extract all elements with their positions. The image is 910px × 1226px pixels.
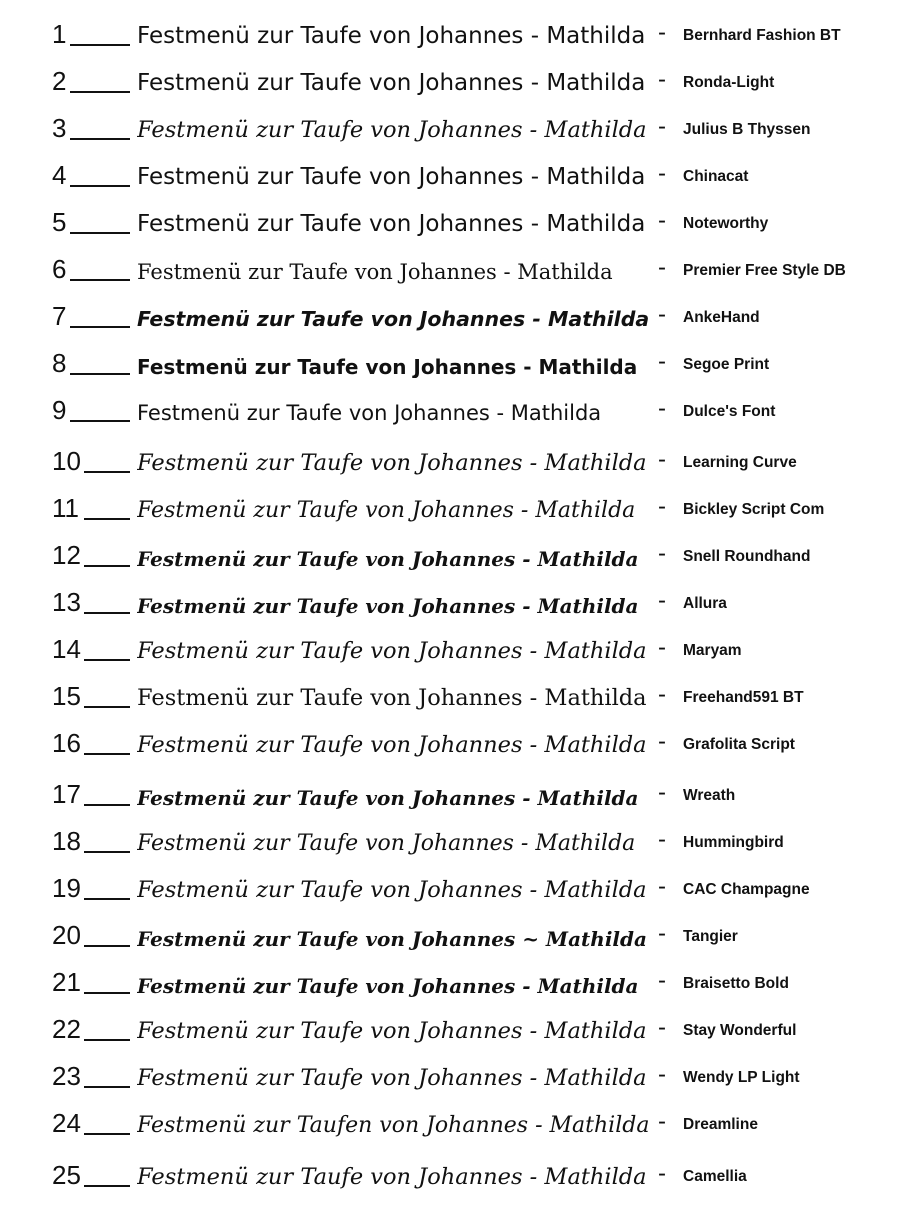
font-sample-row bbox=[0, 154, 910, 194]
font-name-label: Julius B Thyssen bbox=[683, 120, 811, 138]
font-name-label: Maryam bbox=[683, 641, 742, 659]
row-number: 19 bbox=[52, 873, 81, 903]
answer-blank-line bbox=[84, 992, 130, 994]
answer-blank-line bbox=[84, 753, 130, 755]
answer-blank-line bbox=[70, 279, 130, 281]
font-sample-row bbox=[0, 961, 910, 1001]
separator-dash: - bbox=[658, 873, 666, 900]
font-name-label: Stay Wonderful bbox=[683, 1021, 797, 1039]
font-sample-text: Festmenü zur Taufe von Johannes - Mathilda bbox=[137, 975, 639, 997]
answer-blank-line bbox=[70, 91, 130, 93]
separator-dash: - bbox=[658, 207, 666, 234]
font-name-label: Snell Roundhand bbox=[683, 547, 811, 565]
font-sample-text: Festmenü zur Taufe von Johannes ~ Mathilda bbox=[137, 928, 647, 950]
font-sample-text: Festmenü zur Taufe von Johannes - Mathilda bbox=[137, 498, 636, 523]
row-number: 10 bbox=[52, 446, 81, 476]
font-sample-text: Festmenü zur Taufe von Johannes - Mathilda bbox=[137, 686, 647, 711]
answer-blank-line bbox=[84, 612, 130, 614]
row-number: 25 bbox=[52, 1160, 81, 1190]
font-sample-text: Festmenü zur Taufe von Johannes - Mathilda bbox=[137, 260, 613, 284]
font-sample-row bbox=[0, 675, 910, 715]
font-sample-row bbox=[0, 722, 910, 762]
answer-blank-line bbox=[70, 44, 130, 46]
separator-dash: - bbox=[658, 920, 666, 947]
row-number: 18 bbox=[52, 826, 81, 856]
answer-blank-line bbox=[84, 945, 130, 947]
answer-blank-line bbox=[84, 565, 130, 567]
separator-dash: - bbox=[658, 540, 666, 567]
font-sample-row bbox=[0, 60, 910, 100]
font-sample-text: Festmenü zur Taufen von Johannes - Mathilda bbox=[137, 1113, 649, 1138]
font-name-label: Noteworthy bbox=[683, 214, 769, 232]
font-name-label: Wendy LP Light bbox=[683, 1068, 800, 1086]
font-sample-text: Festmenü zur Taufe von Johannes - Mathilda bbox=[137, 1019, 647, 1044]
font-sample-row bbox=[0, 914, 910, 954]
row-number: 23 bbox=[52, 1061, 81, 1091]
font-sample-text: Festmenü zur Taufe von Johannes - Mathilda bbox=[137, 878, 647, 903]
answer-blank-line bbox=[84, 659, 130, 661]
separator-dash: - bbox=[658, 1061, 666, 1088]
row-number: 9 bbox=[52, 395, 67, 425]
font-sample-text: Festmenü zur Taufe von Johannes - Mathilda bbox=[137, 451, 647, 476]
font-name-label: Chinacat bbox=[683, 167, 749, 185]
answer-blank-line bbox=[84, 1133, 130, 1135]
font-sample-row bbox=[0, 13, 910, 53]
font-name-label: Freehand591 BT bbox=[683, 688, 804, 706]
font-name-label: Hummingbird bbox=[683, 833, 784, 851]
font-sample-text: Festmenü zur Taufe von Johannes - Mathilda bbox=[137, 211, 646, 237]
row-number: 16 bbox=[52, 728, 81, 758]
answer-blank-line bbox=[84, 851, 130, 853]
font-name-label: Grafolita Script bbox=[683, 735, 795, 753]
separator-dash: - bbox=[658, 446, 666, 473]
separator-dash: - bbox=[658, 967, 666, 994]
row-number: 2 bbox=[52, 66, 67, 96]
separator-dash: - bbox=[658, 66, 666, 93]
font-sample-text: Festmenü zur Taufe von Johannes - Mathilda bbox=[137, 548, 639, 570]
row-number: 3 bbox=[52, 113, 67, 143]
font-sample-text: Festmenü zur Taufe von Johannes - Mathilda bbox=[137, 1066, 647, 1091]
separator-dash: - bbox=[658, 779, 666, 806]
row-number: 14 bbox=[52, 634, 81, 664]
font-sample-row bbox=[0, 440, 910, 480]
font-sample-text: Festmenü zur Taufe von Johannes - Mathilda bbox=[137, 70, 646, 96]
separator-dash: - bbox=[658, 19, 666, 46]
font-sample-row bbox=[0, 201, 910, 241]
font-sample-text: Festmenü zur Taufe von Johannes - Mathilda bbox=[137, 401, 602, 425]
row-number: 7 bbox=[52, 301, 67, 331]
separator-dash: - bbox=[658, 113, 666, 140]
font-name-label: CAC Champagne bbox=[683, 880, 810, 898]
font-sample-row bbox=[0, 342, 910, 382]
separator-dash: - bbox=[658, 587, 666, 614]
font-sample-text: Festmenü zur Taufe von Johannes - Mathilda bbox=[137, 356, 638, 378]
answer-blank-line bbox=[84, 804, 130, 806]
font-name-label: Camellia bbox=[683, 1167, 747, 1185]
row-number: 20 bbox=[52, 920, 81, 950]
row-number: 12 bbox=[52, 540, 81, 570]
font-sample-row bbox=[0, 581, 910, 621]
font-sample-text: Festmenü zur Taufe von Johannes - Mathilda bbox=[137, 308, 649, 331]
separator-dash: - bbox=[658, 254, 666, 281]
font-sample-row bbox=[0, 628, 910, 668]
separator-dash: - bbox=[658, 301, 666, 328]
separator-dash: - bbox=[658, 826, 666, 853]
separator-dash: - bbox=[658, 728, 666, 755]
answer-blank-line bbox=[70, 373, 130, 375]
row-number: 13 bbox=[52, 587, 81, 617]
font-sample-row bbox=[0, 1055, 910, 1095]
separator-dash: - bbox=[658, 1108, 666, 1135]
font-sample-text: Festmenü zur Taufe von Johannes - Mathilda bbox=[137, 787, 639, 809]
separator-dash: - bbox=[658, 160, 666, 187]
font-sample-row bbox=[0, 534, 910, 574]
font-name-label: Bickley Script Com bbox=[683, 500, 825, 518]
font-sample-text: Festmenü zur Taufe von Johannes - Mathilda bbox=[137, 23, 646, 49]
font-sample-row bbox=[0, 295, 910, 335]
separator-dash: - bbox=[658, 348, 666, 375]
answer-blank-line bbox=[84, 518, 130, 520]
font-name-label: Braisetto Bold bbox=[683, 974, 789, 992]
font-sample-text: Festmenü zur Taufe von Johannes - Mathilda bbox=[137, 118, 647, 143]
font-name-label: Bernhard Fashion BT bbox=[683, 26, 841, 44]
row-number: 4 bbox=[52, 160, 67, 190]
font-name-label: Dulce's Font bbox=[683, 402, 776, 420]
row-number: 24 bbox=[52, 1108, 81, 1138]
font-name-label: Dreamline bbox=[683, 1115, 758, 1133]
row-number: 5 bbox=[52, 207, 67, 237]
answer-blank-line bbox=[70, 232, 130, 234]
font-name-label: Ronda-Light bbox=[683, 73, 775, 91]
font-name-label: Segoe Print bbox=[683, 355, 770, 373]
font-sample-text: Festmenü zur Taufe von Johannes - Mathilda bbox=[137, 831, 636, 856]
answer-blank-line bbox=[84, 706, 130, 708]
answer-blank-line bbox=[84, 898, 130, 900]
separator-dash: - bbox=[658, 395, 666, 422]
font-sample-row bbox=[0, 1102, 910, 1142]
separator-dash: - bbox=[658, 681, 666, 708]
answer-blank-line bbox=[70, 420, 130, 422]
row-number: 22 bbox=[52, 1014, 81, 1044]
row-number: 21 bbox=[52, 967, 81, 997]
answer-blank-line bbox=[84, 471, 130, 473]
answer-blank-line bbox=[84, 1039, 130, 1041]
font-sample-row bbox=[0, 487, 910, 527]
font-name-label: Learning Curve bbox=[683, 453, 797, 471]
row-number: 15 bbox=[52, 681, 81, 711]
row-number: 6 bbox=[52, 254, 67, 284]
font-sample-row bbox=[0, 389, 910, 429]
font-sample-row bbox=[0, 107, 910, 147]
separator-dash: - bbox=[658, 634, 666, 661]
answer-blank-line bbox=[70, 185, 130, 187]
font-name-label: Allura bbox=[683, 594, 727, 612]
font-sample-row bbox=[0, 773, 910, 813]
font-sample-row bbox=[0, 1154, 910, 1194]
font-name-label: Tangier bbox=[683, 927, 738, 945]
font-sample-row bbox=[0, 867, 910, 907]
separator-dash: - bbox=[658, 1160, 666, 1187]
answer-blank-line bbox=[84, 1086, 130, 1088]
row-number: 17 bbox=[52, 779, 81, 809]
separator-dash: - bbox=[658, 493, 666, 520]
font-sample-row bbox=[0, 248, 910, 288]
answer-blank-line bbox=[70, 138, 130, 140]
answer-blank-line bbox=[70, 326, 130, 328]
font-name-label: Wreath bbox=[683, 786, 736, 804]
row-number: 11 bbox=[52, 493, 79, 523]
separator-dash: - bbox=[658, 1014, 666, 1041]
font-name-label: Premier Free Style DB bbox=[683, 261, 846, 279]
font-sample-text: Festmenü zur Taufe von Johannes - Mathilda bbox=[137, 164, 646, 190]
row-number: 1 bbox=[52, 19, 67, 49]
answer-blank-line bbox=[84, 1185, 130, 1187]
font-sample-row bbox=[0, 820, 910, 860]
font-sample-text: Festmenü zur Taufe von Johannes - Mathilda bbox=[137, 639, 647, 664]
row-number: 8 bbox=[52, 348, 67, 378]
font-sample-text: Festmenü zur Taufe von Johannes - Mathilda bbox=[137, 1165, 647, 1190]
font-sample-text: Festmenü zur Taufe von Johannes - Mathilda bbox=[137, 733, 647, 758]
font-sample-row bbox=[0, 1008, 910, 1048]
font-sample-text: Festmenü zur Taufe von Johannes - Mathilda bbox=[137, 595, 639, 617]
font-name-label: AnkeHand bbox=[683, 308, 760, 326]
